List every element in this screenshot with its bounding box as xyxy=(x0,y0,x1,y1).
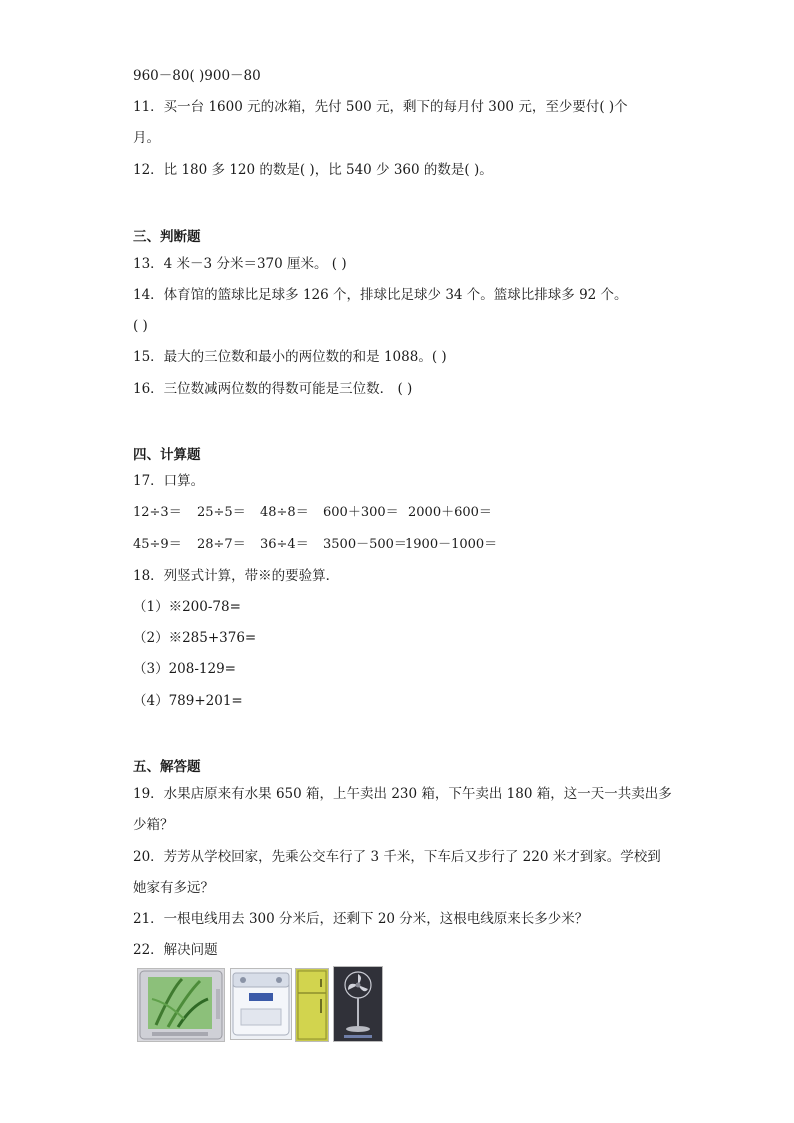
calc-item: 28÷7＝ xyxy=(197,537,246,552)
tv-image xyxy=(137,968,225,1042)
section-5-heading: 五、解答题 xyxy=(133,759,201,775)
calc-item: 12÷3＝ xyxy=(133,505,182,520)
q18-item-4: （4）789+201= xyxy=(133,693,243,709)
q16-text: 16．三位数减两位数的得数可能是三位数． ( ) xyxy=(133,381,413,397)
calc-item: 25÷5＝ xyxy=(197,505,246,520)
calc-item: 48÷8＝ xyxy=(260,505,309,520)
calc-item: 600＋300＝ xyxy=(323,505,399,520)
q10-compare-line: 960－80( )900－80 xyxy=(133,68,261,84)
q20-text: 20．芳芳从学校回家，先乘公交车行了 3 千米，下车后又步行了 220 米才到家。学校到 xyxy=(133,849,661,865)
electric-fan-image xyxy=(333,966,383,1042)
refrigerator-image xyxy=(295,968,329,1042)
calc-item: 45÷9＝ xyxy=(133,537,182,552)
q20-text-cont: 她家有多远？ xyxy=(133,880,214,896)
q12-text: 12．比 180 多 120 的数是( )，比 540 少 360 的数是( )。 xyxy=(133,162,493,178)
calc-item: 3500－500＝ xyxy=(323,537,407,552)
q15-text: 15．最大的三位数和最小的两位数的和是 1088。( ) xyxy=(133,349,447,365)
q14-blank: ( ) xyxy=(133,318,148,334)
q22-text: 22．解决问题 xyxy=(133,942,218,958)
q19-text-cont: 少箱？ xyxy=(133,817,174,833)
q13-text: 13．4 米－3 分米＝370 厘米。 ( ) xyxy=(133,256,347,272)
q11-text-cont: 月。 xyxy=(133,130,160,146)
washing-machine-image xyxy=(230,968,292,1040)
section-3-heading: 三、判断题 xyxy=(133,229,201,245)
q18-item-1: （1）※200-78= xyxy=(133,599,241,615)
q17-text: 17．口算。 xyxy=(133,473,205,489)
q18-item-3: （3）208-129= xyxy=(133,661,236,677)
q18-text: 18．列竖式计算，带※的要验算． xyxy=(133,568,340,584)
q19-text: 19．水果店原来有水果 650 箱，上午卖出 230 箱，下午卖出 180 箱，这一天一共卖出多 xyxy=(133,786,672,802)
calc-item: 1900－1000＝ xyxy=(405,537,498,552)
q21-text: 21．一根电线用去 300 分米后，还剩下 20 分米，这根电线原来长多少米？ xyxy=(133,911,589,927)
q14-text: 14．体育馆的篮球比足球多 126 个，排球比足球少 34 个。篮球比排球多 92 个。 xyxy=(133,287,628,303)
section-4-heading: 四、计算题 xyxy=(133,447,201,463)
calc-item: 36÷4＝ xyxy=(260,537,309,552)
q11-text: 11．买一台 1600 元的冰箱，先付 500 元，剩下的每月付 300 元，至少要付( )个 xyxy=(133,99,628,115)
q18-item-2: （2）※285+376= xyxy=(133,630,257,646)
calc-item: 2000＋600＝ xyxy=(408,505,492,520)
